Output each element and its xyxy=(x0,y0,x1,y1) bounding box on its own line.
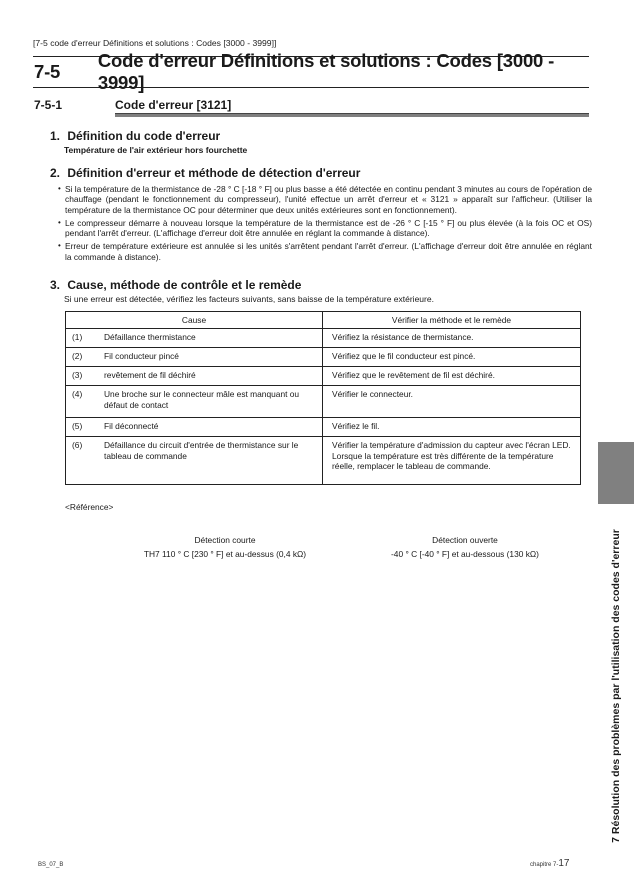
open-detection-title: Détection ouverte xyxy=(432,535,498,545)
bullet-item: • Si la température de la thermistance de -28 ° C [-18 ° F] ou plus basse a été détectée en continu pendant 3 minutes au cours de l'opération de chauffage (pendant le fonctionnement du compresseur), l'unité effectue un arrêt d'erreur et « 3121 » apparaît sur l'afficheur. (Utiliser la température de la thermistance OC pour déterminer que deux unités extérieures sont en fonctionnement). xyxy=(58,184,592,215)
short-detection-title: Détection courte xyxy=(194,535,256,545)
section3-title-text: Cause, méthode de contrôle et le remède xyxy=(67,278,302,292)
table-row xyxy=(66,367,581,386)
section2-title-text: Définition d'erreur et méthode de détection d'erreur xyxy=(67,166,361,180)
table-row xyxy=(66,348,581,367)
section3-intro: Si une erreur est détectée, vérifiez les facteurs suivants, sans baisse de la température extérieure. xyxy=(64,294,434,304)
row-remedy: Vérifiez la résistance de thermistance. xyxy=(323,329,581,348)
section-title: Code d'erreur Définitions et solutions : Codes [3000 - 3999] xyxy=(97,50,555,93)
section1-title xyxy=(50,129,220,143)
row-index: (3) xyxy=(66,367,101,386)
row-index: (6) xyxy=(66,437,101,485)
subsection-title: Code d'erreur [3121] xyxy=(115,98,232,112)
section3-number: 3. xyxy=(50,278,61,292)
table-row xyxy=(66,329,581,348)
chapter-tab-marker xyxy=(598,442,634,504)
short-detection-value: TH7 110 ° C [230 ° F] et au-dessus (0,4 kΩ) xyxy=(143,549,307,559)
row-index: (1) xyxy=(66,329,101,348)
section2-number: 2. xyxy=(50,166,61,180)
row-remedy: Vérifiez que le fil conducteur est pincé. xyxy=(323,348,581,367)
subsection-rule xyxy=(115,113,589,117)
footer-page: 17 xyxy=(558,858,570,869)
error-code-definition: Température de l'air extérieur hors fourchette xyxy=(64,145,248,155)
section-heading xyxy=(33,50,589,93)
header-remedy: Vérifier la méthode et le remède xyxy=(323,312,581,329)
subsection-heading xyxy=(33,96,589,116)
row-index: (2) xyxy=(66,348,101,367)
bullet-item: • Le compresseur démarre à nouveau lorsque la température de la thermistance est de -26 ° C [-15 ° F] ou plus élevée (à la fois OC et OS) pendant l'arrêt d'erreur. (L'affichage d'erreur doit être annulée en réglant la commande à distance). xyxy=(58,218,592,239)
header-cause: Cause xyxy=(66,312,323,329)
reference-label: <Référence> xyxy=(65,502,114,512)
row-remedy: Vérifiez le fil. xyxy=(323,418,581,437)
table-row xyxy=(66,437,581,485)
section-number: 7-5 xyxy=(34,61,61,82)
table-header-row xyxy=(66,312,581,329)
row-cause: Fil déconnecté xyxy=(100,418,323,437)
subsection-number: 7-5-1 xyxy=(34,98,63,112)
row-cause: Défaillance thermistance xyxy=(100,329,323,348)
footer-chapter-label: chapitre 7- xyxy=(530,862,559,868)
detection-bullets xyxy=(58,184,592,265)
open-detection-value: -40 ° C [-40 ° F] et au-dessous (130 kΩ) xyxy=(391,549,539,559)
section1-number: 1. xyxy=(50,129,61,143)
row-cause: Une broche sur le connecteur mâle est manquant ou défaut de contact xyxy=(100,386,323,418)
row-index: (4) xyxy=(66,386,101,418)
footer-doc-code: BS_07_B xyxy=(38,862,64,868)
row-cause: Défaillance du circuit d'entrée de thermistance sur le tableau de commande xyxy=(100,437,323,485)
row-cause: revêtement de fil déchiré xyxy=(100,367,323,386)
bullet-item: • Erreur de température extérieure est annulée si les unités s'arrêtent pendant l'arrêt d'erreur. (L'affichage d'erreur doit être annulée en réglant la commande à distance). xyxy=(58,241,592,262)
section2-title xyxy=(50,166,360,180)
open-detection xyxy=(360,533,570,561)
row-remedy: Vérifier la température d'admission du capteur avec l'écran LED. Lorsque la température est très différente de la température réelle, remplacer le tableau de commande. xyxy=(323,437,581,485)
row-index: (5) xyxy=(66,418,101,437)
cause-remedy-table xyxy=(65,311,581,485)
footer-page-number xyxy=(530,858,569,869)
chapter-side-title xyxy=(598,520,634,852)
short-detection xyxy=(120,533,330,561)
row-remedy: Vérifiez que le revêtement de fil est déchiré. xyxy=(323,367,581,386)
table-row xyxy=(66,386,581,418)
section1-title-text: Définition du code d'erreur xyxy=(67,129,221,143)
chapter-side-title-text: 7 Résolution des problèmes par l'utilisation des codes d'erreur xyxy=(610,529,622,843)
row-remedy: Vérifier le connecteur. xyxy=(323,386,581,418)
table-row xyxy=(66,418,581,437)
section3-title xyxy=(50,278,301,292)
breadcrumb: [7-5 code d'erreur Définitions et solutions : Codes [3000 - 3999]] xyxy=(33,38,277,48)
row-cause: Fil conducteur pincé xyxy=(100,348,323,367)
